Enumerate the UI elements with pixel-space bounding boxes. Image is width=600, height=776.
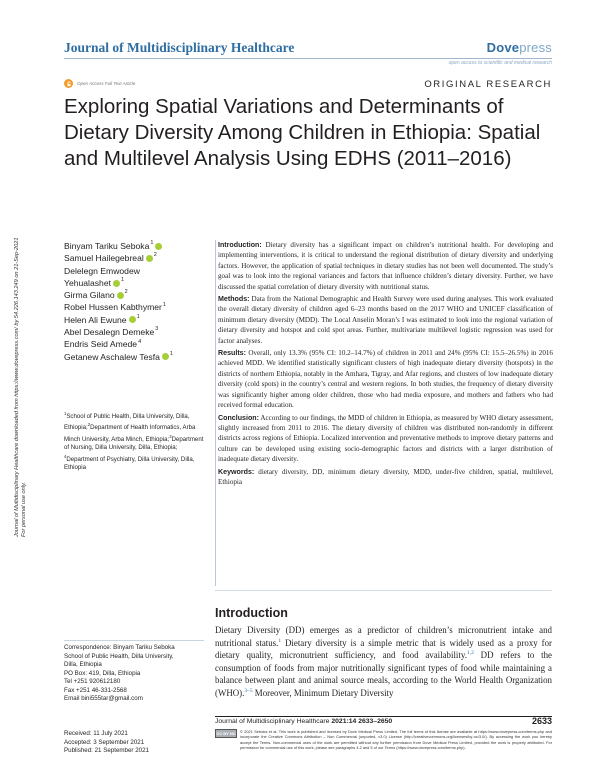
journal-title[interactable]: Journal of Multidisciplinary Healthcare (64, 40, 295, 55)
orcid-icon[interactable] (162, 353, 169, 360)
introduction-sentence: Dietary Diversity (DD) emerges as a predictor of children’s micronutrient intake and nutritional status. (215, 625, 552, 648)
download-notice-line-2: For personal use only. (21, 482, 27, 537)
abstract-keywords (218, 467, 553, 488)
citation-link[interactable]: 1 (278, 637, 282, 644)
author-name: Abel Desalegn Demeke (64, 327, 155, 338)
footer-citation[interactable] (215, 718, 392, 725)
introduction-text (215, 624, 552, 700)
abstract-conclusion (218, 413, 553, 465)
affiliation-text: School of Public Health, Dilla University, Dilla, Ethiopia; (64, 413, 190, 432)
affiliation: $^1$School of Public Health, Dilla University, Dilla, Ethiopia;$^2$Department of Health Informatics, Arba Minch University, Arba Minch, Ethiopia;$^3$Department of Nursing, Dilla University, Dilla, Ethiopia; $^4$Department of Psychiatry, Dilla University, Dilla, Ethiopia (64, 411, 204, 472)
license-text: © 2021 Seboka et al. This work is published and licensed by Dove Medical Press Limited. The full terms of this license are available at https://www.dovepress.com/terms.php and incorporate the Creative Commons Attribution – Non Commercial (unported, v3.0) License (http://creativecommons.org/licenses/by-nc/3.0/). By accessing the work you hereby accept the Terms. Non-commercial uses of the work are permitted without any further permission from Dove Medical Press Limited, provided the work is properly attributed. For permission for commercial use of this work, please see paragraphs 4.2 and 5 of our Terms (https://www.dovepress.com/terms.php). (240, 729, 552, 751)
orcid-icon[interactable] (146, 255, 153, 262)
abstract-divider (215, 590, 552, 591)
license-block (215, 729, 552, 751)
abstract-label: Results: (218, 349, 246, 358)
abstract-label: Keywords: (218, 467, 255, 476)
author[interactable]: Abel Desalegn Demeke $^3$ (64, 326, 159, 338)
header-divider (64, 58, 552, 59)
open-access-badge (64, 79, 135, 88)
paper-title: Exploring Spatial Variations and Determinants of Dietary Diversity Among Children in Ethiopia: Spatial and Multilevel Analysis Using EDHS (2011–2016) (64, 95, 541, 170)
abstract-text: According to our findings, the MDD of children in Ethiopia, as measured by WHO dietary assessment, slightly increased from 2011 to 2016. The dietary diversity of children was distributed non-randomly in different districts across regions of Ethiopia. Localized intervention and preventative methods to improve dietary patterns and culture can be developed using existing socio-demographic factors and districts with a larger distribution of inadequate dietary diversity. (218, 413, 553, 464)
author-name: Samuel Hailegebreal (64, 253, 144, 264)
correspondence-line: School of Public Health, Dilla University, (64, 652, 174, 660)
affiliation-list (64, 410, 204, 473)
abstract-text: Data from the National Demographic and Health Survey were used during analyses. This work evaluated the overall dietary diversity of children aged 6–23 months based on the 2017 WHO and UNICEF classification of minimum dietary diversity (MDD). The Local Anselin Moran’s I was estimated to look into the regional variation of dietary diversity and hotspot and cold spot areas. Further, multivariate multilevel logistic regression was used for factor analyses. (218, 295, 553, 345)
correspondence-phone: Tel +251 920612180 (64, 678, 121, 685)
author[interactable]: Endris Seid Amede $^4$ (64, 338, 142, 350)
correspondence-line: Dilla, Ethiopia (64, 661, 102, 668)
creative-commons-icon[interactable]: CC BY NC (216, 731, 236, 736)
publisher-logo[interactable] (487, 40, 552, 55)
download-notice (14, 137, 30, 537)
accepted-date: Accepted: 3 September 2021 (64, 738, 145, 746)
abstract (215, 240, 553, 586)
introduction-sentence: Moreover, Minimum Dietary Diversity (252, 687, 394, 698)
publisher-logo-light: press (519, 40, 552, 55)
affiliation-text: Department of Psychiatry, Dilla University, Dilla, Ethiopia (64, 455, 195, 472)
article-type-label: ORIGINAL RESEARCH (424, 79, 552, 90)
correspondence-email[interactable]: Email bini555tar@gmail.com (64, 695, 143, 702)
author[interactable]: Girma Gilano $^2$ (64, 289, 128, 301)
abstract-text: Dietary diversity has a significant impact on children’s nutritional health. For developing and implementing interventions, it is critical to understand the regional distribution of dietary diversity and underlying factors. However, the application of spatial techniques in dietary studies has not been well documented. The study’s goal was to look into the regional variances and factors that influence children’s dietary diversity. Further, we have discussed the spatial correlation of dietary diversity with nutritional status. (218, 241, 553, 291)
footer-divider (215, 716, 552, 717)
abstract-text: Overall, only 13.3% (95% CI: 10.2–14.7%) of children in 2011 and 24% (95% CI: 15.5–26.5%) in 2016 achieved MDD. We identified statistically significant clusters of high inadequate dietary diversity (hotspots) in the districts of northern Ethiopia, notably in the Amhara, Tigray, and Afar regions, and clusters of low inadequate dietary diversity (cold spots) in the country’s central and western regions. In both studies, the frequency of dietary diversity was significantly higher among older children, those who had media exposure, and mothers and fathers who had received formal education. (218, 349, 553, 410)
author-name: Girma Gilano (64, 290, 115, 301)
author-list (64, 240, 212, 363)
orcid-icon[interactable] (117, 292, 124, 299)
publisher-tagline: open access to scientific and medical research (448, 60, 552, 66)
introduction-sentence: Dietary diversity is a simple metric that is widely used as a proxy for dietary quality, micronutrient sufficiency, and food availability. (215, 637, 552, 661)
correspondence (64, 644, 212, 704)
footer-journal-name: Journal of Multidisciplinary Healthcare (215, 718, 330, 725)
abstract-introduction (218, 240, 553, 292)
correspondence-fax: Fax +251 46-331-2568 (64, 686, 127, 694)
author[interactable]: Robel Hussen Kabthymer $^1$ (64, 301, 166, 313)
article-dates (64, 730, 149, 756)
author[interactable]: Yehualashet $^1$ (64, 277, 125, 288)
abstract-methods (218, 294, 553, 346)
citation-link[interactable]: 1,2 (466, 650, 474, 657)
publisher-logo-bold: Dove (486, 40, 520, 55)
open-access-lock-icon (64, 79, 73, 88)
author[interactable]: Helen Ali Ewune $^1$ (64, 313, 140, 325)
author-name: Binyam Tariku Seboka (64, 241, 150, 251)
correspondence-author: Correspondence: Binyam Tariku Seboka (64, 644, 175, 651)
orcid-icon[interactable] (113, 280, 120, 287)
author-name: Endris Seid Amede (64, 339, 138, 350)
author-name: Delelegn Emwodew (64, 265, 140, 276)
page-number: 2633 (531, 716, 552, 726)
correspondence-divider (64, 640, 204, 641)
author-name: Robel Hussen Kabthymer (64, 302, 162, 313)
author[interactable]: Binyam Tariku Seboka $^1$ (64, 240, 212, 252)
abstract-label: Methods: (218, 295, 250, 304)
open-access-label: Open Access Full Text Article (77, 81, 136, 86)
abstract-text: dietary diversity, DD, minimum dietary diversity, MDD, under-five children, spatial, multilevel, Ethiopia (218, 467, 553, 486)
author-name: Yehualashet (64, 277, 111, 288)
affiliation-text: Department of Nursing, Dilla University, Dilla, Ethiopia; (64, 435, 204, 452)
orcid-icon[interactable] (155, 243, 162, 250)
correspondence-line: PO Box: 419, Dilla, Ethiopia (64, 669, 141, 677)
author[interactable]: Getanew Aschalew Tesfa $^1$ (64, 350, 173, 362)
introduction-heading: Introduction (215, 606, 288, 620)
author[interactable] (64, 265, 212, 277)
abstract-label: Introduction: (218, 241, 262, 249)
published-date: Published: 21 September 2021 (64, 747, 149, 754)
abstract-results (218, 348, 553, 410)
download-notice-line-1: Journal of Multidisciplinary Healthcare downloaded from https://www.dovepress.com/ by 54.226.143.249 on 21-Sep-2021 (14, 237, 20, 537)
author-name: Getanew Aschalew Tesfa (64, 351, 160, 362)
footer-volume: 2021:14 2633–2650 (329, 718, 393, 725)
affiliation-text: Department of Health Informatics, Arba Minch University, Arba Minch, Ethiopia; (64, 424, 196, 443)
received-date: Received: 11 July 2021 (64, 730, 128, 737)
orcid-icon[interactable] (129, 316, 136, 323)
introduction-sentence: DD refers to the consumption of foods from major nutritionally significant types of food while maintaining a balance between plant and animal source meals, according to the World Health Organization (WHO). (215, 650, 553, 698)
author-name: Helen Ali Ewune (64, 314, 127, 325)
abstract-label: Conclusion: (218, 413, 259, 422)
author[interactable]: Samuel Hailegebreal $^2$ (64, 252, 157, 264)
citation-link[interactable]: 3–5 (244, 688, 253, 694)
